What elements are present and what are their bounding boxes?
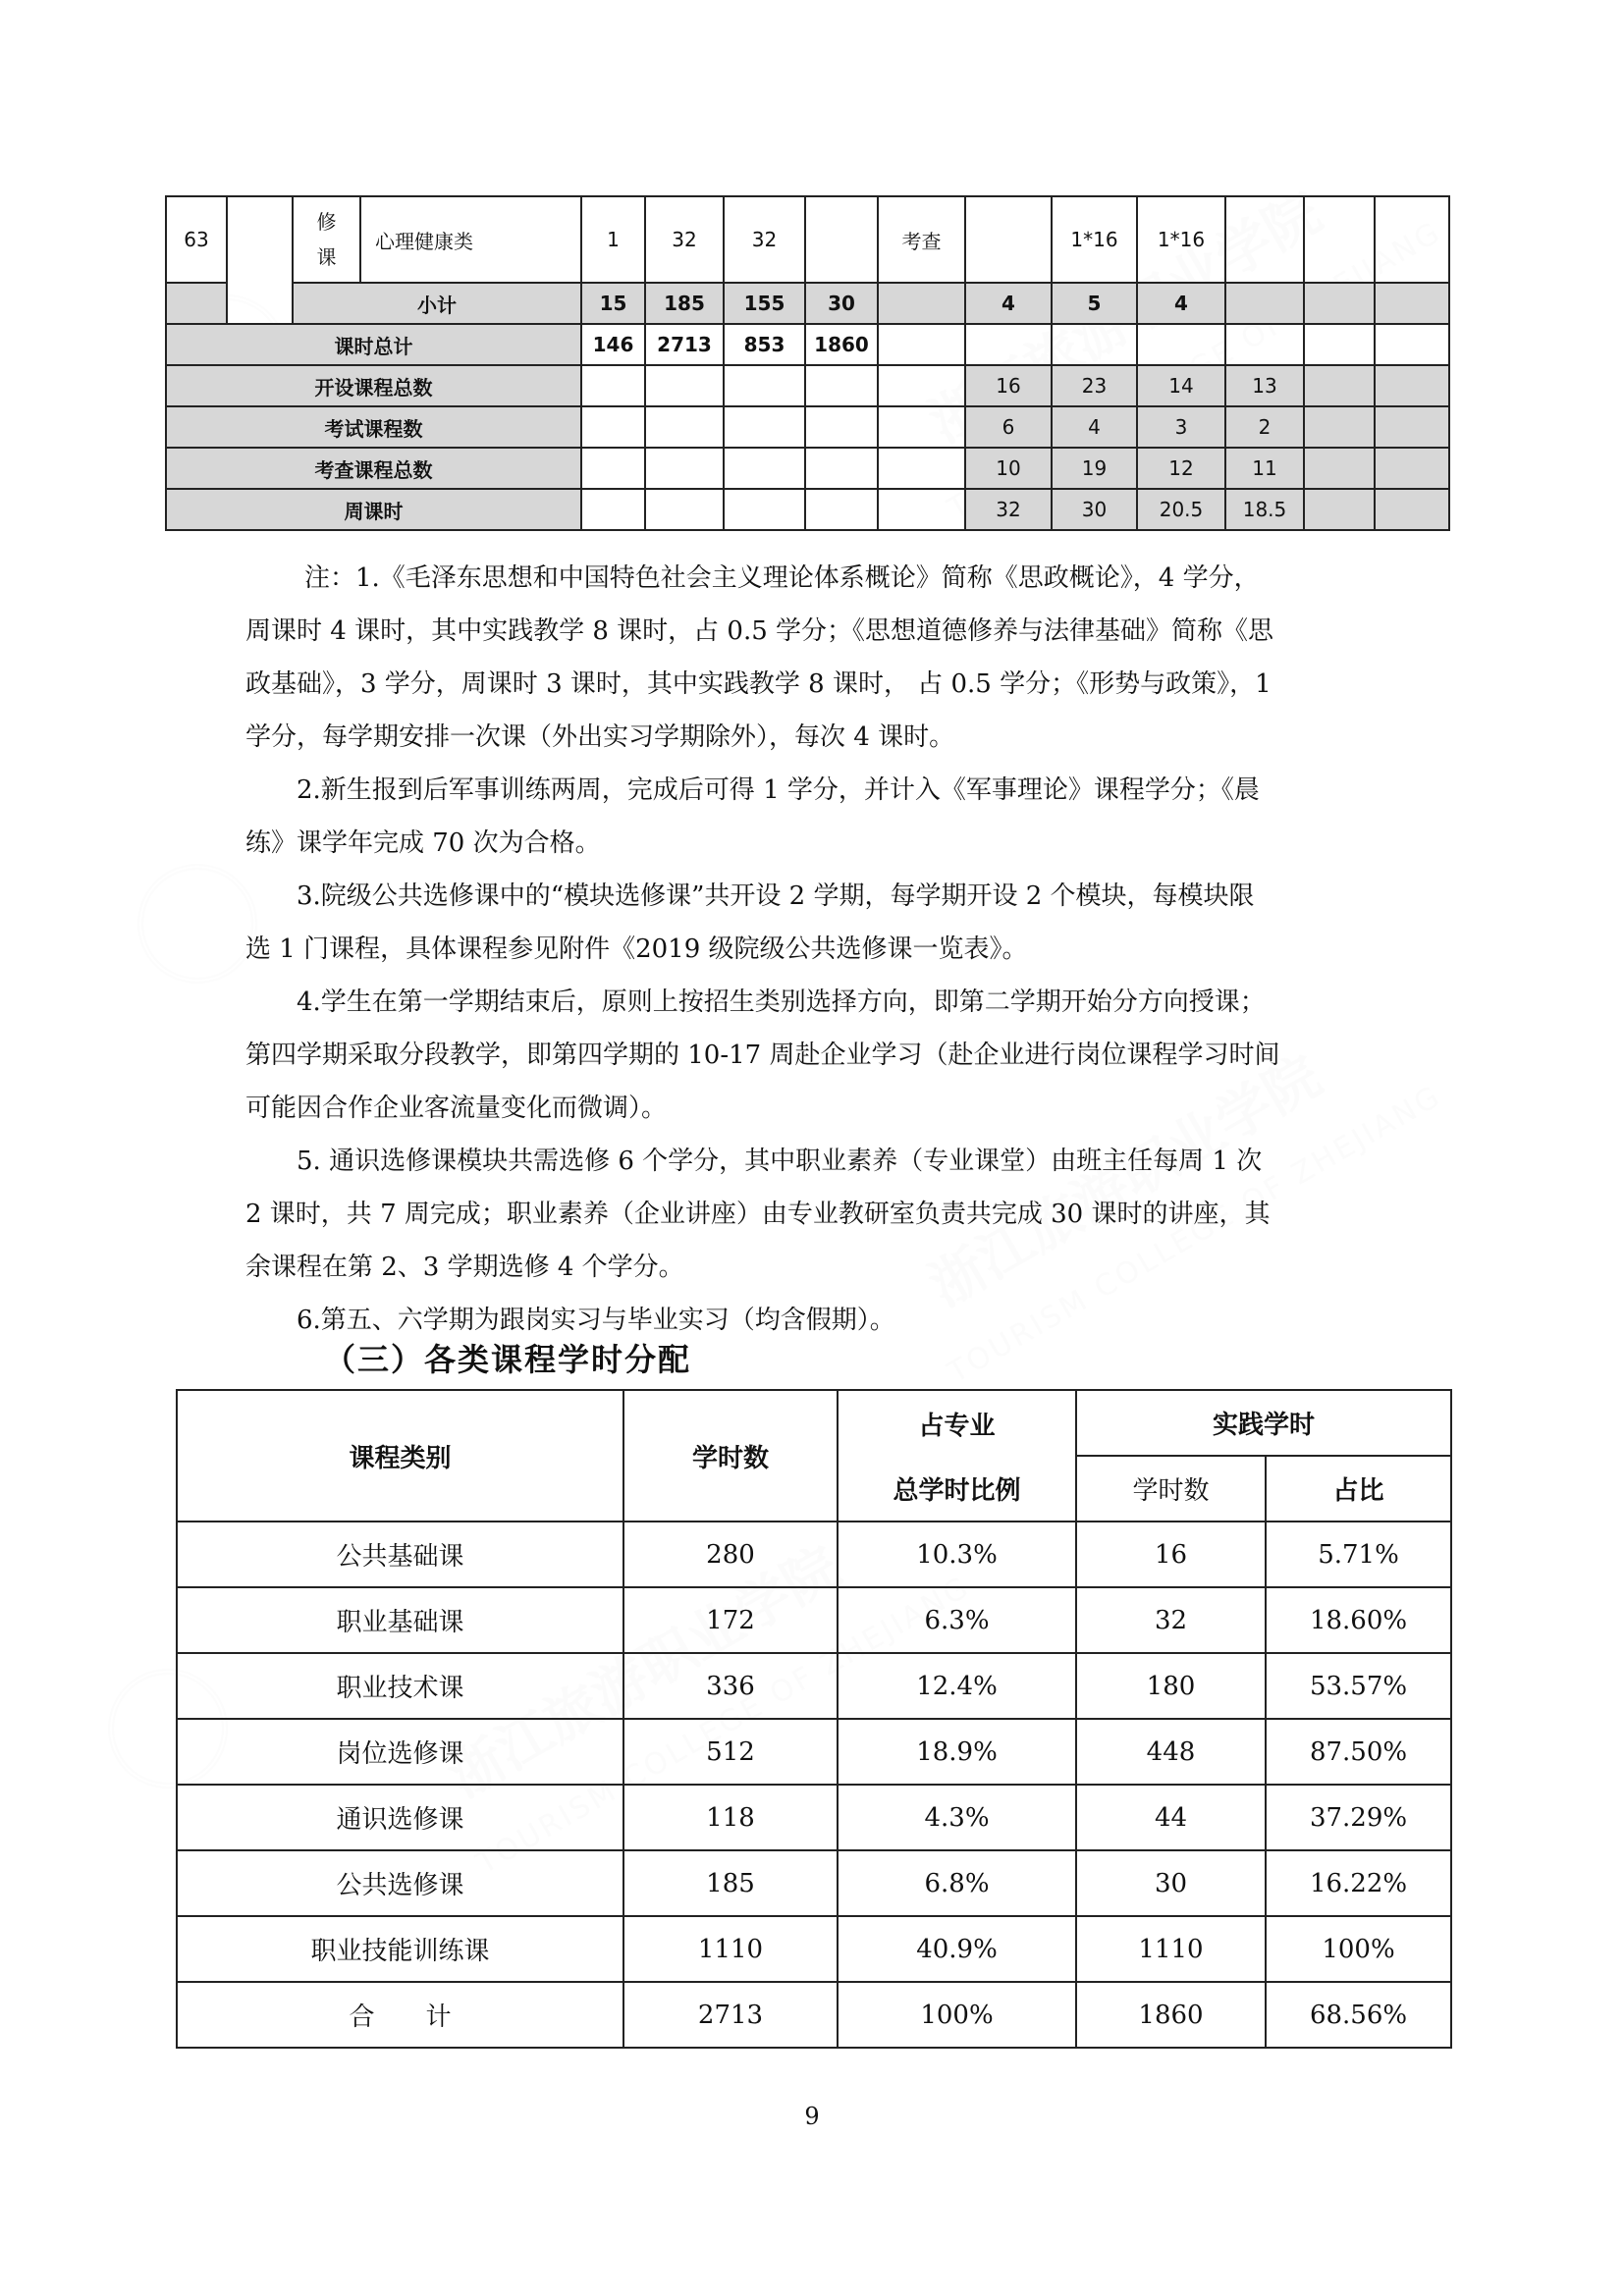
semester-6 <box>1375 283 1449 324</box>
semester-4 <box>1225 283 1304 324</box>
semester-3: 1*16 <box>1137 196 1225 283</box>
table-row <box>177 1850 1451 1916</box>
semester-4: 13 <box>1225 365 1304 406</box>
semester-3 <box>1137 324 1225 365</box>
row-number: 63 <box>166 196 227 283</box>
semester-3: 4 <box>1137 283 1225 324</box>
semester-5 <box>1304 365 1375 406</box>
total-hours-row <box>166 324 1449 365</box>
hours-cell: 512 <box>623 1719 838 1785</box>
semester-4: 2 <box>1225 406 1304 448</box>
blank-cell <box>645 489 724 530</box>
practice-hours-cell: 180 <box>1076 1653 1266 1719</box>
note-line: 政基础》，3 学分，周课时 3 课时，其中实践教学 8 课时， 占 0.5 学分；《形势与政策》，1 <box>245 669 1272 699</box>
semester-5 <box>1304 448 1375 489</box>
hours-theory: 853 <box>724 324 805 365</box>
blank-cell <box>581 489 645 530</box>
total-hours-label: 课时总计 <box>166 324 581 365</box>
ratio-cell: 18.9% <box>838 1719 1076 1785</box>
semester-4 <box>1225 324 1304 365</box>
note-line: 选 1 门课程，具体课程参见附件《2019 级院级公共选修课一览表》。 <box>245 934 1028 964</box>
header-category: 课程类别 <box>177 1390 623 1522</box>
semester-6 <box>1375 196 1449 283</box>
hours-practice: 30 <box>805 283 878 324</box>
exam-type: 考查 <box>878 196 965 283</box>
ratio-cell: 12.4% <box>838 1653 1076 1719</box>
practice-hours-cell: 32 <box>1076 1587 1266 1653</box>
note-line: 5. 通识选修课模块共需选修 6 个学分，其中职业素养（专业课堂）由班主任每周 1 次 <box>297 1147 1263 1176</box>
semester-5 <box>1304 324 1375 365</box>
practice-ratio-cell: 68.56% <box>1266 1982 1451 2048</box>
header-hours: 学时数 <box>623 1390 838 1522</box>
ratio-cell: 6.3% <box>838 1587 1076 1653</box>
blank-cell <box>805 365 878 406</box>
subtotal-row <box>166 283 1449 324</box>
semester-1: 6 <box>965 406 1052 448</box>
note-line: 可能因合作企业客流量变化而微调）。 <box>245 1094 668 1123</box>
category-cell: 岗位选修课 <box>177 1719 623 1785</box>
blank-cell <box>724 489 805 530</box>
subcategory-cell <box>293 196 360 283</box>
header-practice-ratio: 占比 <box>1266 1456 1451 1522</box>
semester-6 <box>1375 365 1449 406</box>
header-practice: 实践学时 <box>1076 1390 1451 1456</box>
hours-cell: 336 <box>623 1653 838 1719</box>
header-ratio-bottom: 总学时比例 <box>838 1456 1076 1522</box>
hours-cell: 172 <box>623 1587 838 1653</box>
hours-distribution-table <box>176 1389 1452 2049</box>
watermark-seal-icon <box>137 864 257 984</box>
section-heading: （三）各类课程学时分配 <box>324 1341 692 1378</box>
blank-cell <box>878 448 965 489</box>
table-row <box>177 1982 1451 2048</box>
category-cell: 职业基础课 <box>177 1587 623 1653</box>
blank-cell <box>645 406 724 448</box>
course-name: 心理健康类 <box>360 196 581 283</box>
category-cell: 职业技能训练课 <box>177 1916 623 1982</box>
exam-type <box>878 283 965 324</box>
header-ratio-top: 占专业 <box>838 1390 1076 1456</box>
practice-hours-cell: 44 <box>1076 1785 1266 1850</box>
hours-total: 185 <box>645 283 724 324</box>
blank-cell <box>805 489 878 530</box>
hours-cell: 185 <box>623 1850 838 1916</box>
practice-ratio-cell: 16.22% <box>1266 1850 1451 1916</box>
semester-5 <box>1304 283 1375 324</box>
blank-cell <box>878 406 965 448</box>
semester-2: 1*16 <box>1052 196 1137 283</box>
blank-cell <box>581 448 645 489</box>
hours-total: 32 <box>645 196 724 283</box>
note-line: 注：1.《毛泽东思想和中国特色社会主义理论体系概论》简称《思政概论》，4 学分， <box>304 563 1260 593</box>
semester-2 <box>1052 324 1137 365</box>
note-line: 6.第五、六学期为跟岗实习与毕业实习（均含假期）。 <box>297 1306 895 1335</box>
note-line: 3.院级公共选修课中的“模块选修课”共开设 2 学期，每学期开设 2 个模块，每模块限 <box>297 881 1255 911</box>
category-cell: 公共基础课 <box>177 1522 623 1587</box>
semester-1: 4 <box>965 283 1052 324</box>
ratio-cell: 10.3% <box>838 1522 1076 1587</box>
table-row <box>177 1587 1451 1653</box>
blank-cell <box>581 365 645 406</box>
summary-row <box>166 406 1449 448</box>
blank-cell <box>645 448 724 489</box>
blank-cell <box>724 365 805 406</box>
subcategory-char: 课 <box>316 245 337 269</box>
summary-label: 开设课程总数 <box>166 365 581 406</box>
semester-1: 32 <box>965 489 1052 530</box>
table-body <box>177 1522 1451 2048</box>
blank-cell <box>166 283 227 324</box>
blank-cell <box>878 365 965 406</box>
semester-5 <box>1304 489 1375 530</box>
table-row <box>177 1653 1451 1719</box>
semester-6 <box>1375 406 1449 448</box>
practice-hours-cell: 1110 <box>1076 1916 1266 1982</box>
blank-cell <box>645 365 724 406</box>
semester-6 <box>1375 489 1449 530</box>
ratio-cell: 100% <box>838 1982 1076 2048</box>
semester-3: 20.5 <box>1137 489 1225 530</box>
note-line: 练》课学年完成 70 次为合格。 <box>245 828 601 858</box>
blank-cell <box>724 448 805 489</box>
table-row <box>177 1916 1451 1982</box>
summary-label: 考试课程数 <box>166 406 581 448</box>
page-number: 9 <box>804 2103 820 2130</box>
category-cell: 通识选修课 <box>177 1785 623 1850</box>
ratio-cell: 40.9% <box>838 1916 1076 1982</box>
semester-6 <box>1375 324 1449 365</box>
note-line: 第四学期采取分段教学，即第四学期的 10-17 周赴企业学习（赴企业进行岗位课程学习时间 <box>245 1041 1280 1070</box>
hours-cell: 2713 <box>623 1982 838 2048</box>
practice-hours-cell: 1860 <box>1076 1982 1266 2048</box>
semester-6 <box>1375 448 1449 489</box>
course-schedule-table <box>165 195 1450 531</box>
table-row <box>177 1719 1451 1785</box>
practice-ratio-cell: 53.57% <box>1266 1653 1451 1719</box>
hours-practice <box>805 196 878 283</box>
table-row <box>177 1785 1451 1850</box>
note-line: 学分，每学期安排一次课（外出实习学期除外），每次 4 课时。 <box>245 722 955 752</box>
subtotal-label: 小计 <box>293 283 581 324</box>
hours-practice: 1860 <box>805 324 878 365</box>
table-row <box>177 1522 1451 1587</box>
hours-cell: 118 <box>623 1785 838 1850</box>
semester-2: 4 <box>1052 406 1137 448</box>
semester-4 <box>1225 196 1304 283</box>
semester-4: 11 <box>1225 448 1304 489</box>
category-cell: 合 计 <box>177 1982 623 2048</box>
blank-cell <box>805 448 878 489</box>
header-row <box>177 1390 1451 1456</box>
blank-cell <box>581 406 645 448</box>
summary-row <box>166 489 1449 530</box>
blank-cell <box>878 489 965 530</box>
practice-ratio-cell: 37.29% <box>1266 1785 1451 1850</box>
semester-3: 12 <box>1137 448 1225 489</box>
summary-label: 考查课程总数 <box>166 448 581 489</box>
practice-hours-cell: 448 <box>1076 1719 1266 1785</box>
note-line: 周课时 4 课时，其中实践教学 8 课时，占 0.5 学分；《思想道德修养与法律基础》简称《思 <box>245 616 1274 646</box>
semester-3: 14 <box>1137 365 1225 406</box>
summary-row <box>166 448 1449 489</box>
ratio-cell: 4.3% <box>838 1785 1076 1850</box>
semester-2: 30 <box>1052 489 1137 530</box>
hours-theory: 32 <box>724 196 805 283</box>
semester-1: 16 <box>965 365 1052 406</box>
header-practice-hours: 学时数 <box>1076 1456 1266 1522</box>
semester-4: 18.5 <box>1225 489 1304 530</box>
practice-ratio-cell: 100% <box>1266 1916 1451 1982</box>
credits: 15 <box>581 283 645 324</box>
semester-5 <box>1304 406 1375 448</box>
practice-ratio-cell: 5.71% <box>1266 1522 1451 1587</box>
table-row <box>166 196 1449 283</box>
notes-section <box>245 552 1384 1347</box>
semester-1 <box>965 324 1052 365</box>
semester-3: 3 <box>1137 406 1225 448</box>
ratio-cell: 6.8% <box>838 1850 1076 1916</box>
note-line: 余课程在第 2、3 学期选修 4 个学分。 <box>245 1253 684 1282</box>
note-line: 2 课时，共 7 周完成；职业素养（企业讲座）由专业教研室负责共完成 30 课时的讲座，其 <box>245 1200 1271 1229</box>
note-line: 4.学生在第一学期结束后，原则上按招生类别选择方向，即第二学期开始分方向授课； <box>297 988 1266 1017</box>
blank-cell <box>724 406 805 448</box>
hours-total: 2713 <box>645 324 724 365</box>
semester-1 <box>965 196 1052 283</box>
semester-2: 23 <box>1052 365 1137 406</box>
hours-theory: 155 <box>724 283 805 324</box>
category-cell: 职业技术课 <box>177 1653 623 1719</box>
hours-cell: 280 <box>623 1522 838 1587</box>
practice-hours-cell: 30 <box>1076 1850 1266 1916</box>
summary-row <box>166 365 1449 406</box>
semester-2: 5 <box>1052 283 1137 324</box>
hours-cell: 1110 <box>623 1916 838 1982</box>
practice-ratio-cell: 87.50% <box>1266 1719 1451 1785</box>
credits: 146 <box>581 324 645 365</box>
subcategory-char: 修 <box>316 210 337 234</box>
semester-5 <box>1304 196 1375 283</box>
practice-hours-cell: 16 <box>1076 1522 1266 1587</box>
category-cell <box>227 196 293 324</box>
semester-2: 19 <box>1052 448 1137 489</box>
category-cell: 公共选修课 <box>177 1850 623 1916</box>
credits: 1 <box>581 196 645 283</box>
note-line: 2.新生报到后军事训练两周，完成后可得 1 学分，并计入《军事理论》课程学分；《晨 <box>297 775 1260 805</box>
semester-1: 10 <box>965 448 1052 489</box>
practice-ratio-cell: 18.60% <box>1266 1587 1451 1653</box>
blank-cell <box>805 406 878 448</box>
exam-type <box>878 324 965 365</box>
summary-label: 周课时 <box>166 489 581 530</box>
